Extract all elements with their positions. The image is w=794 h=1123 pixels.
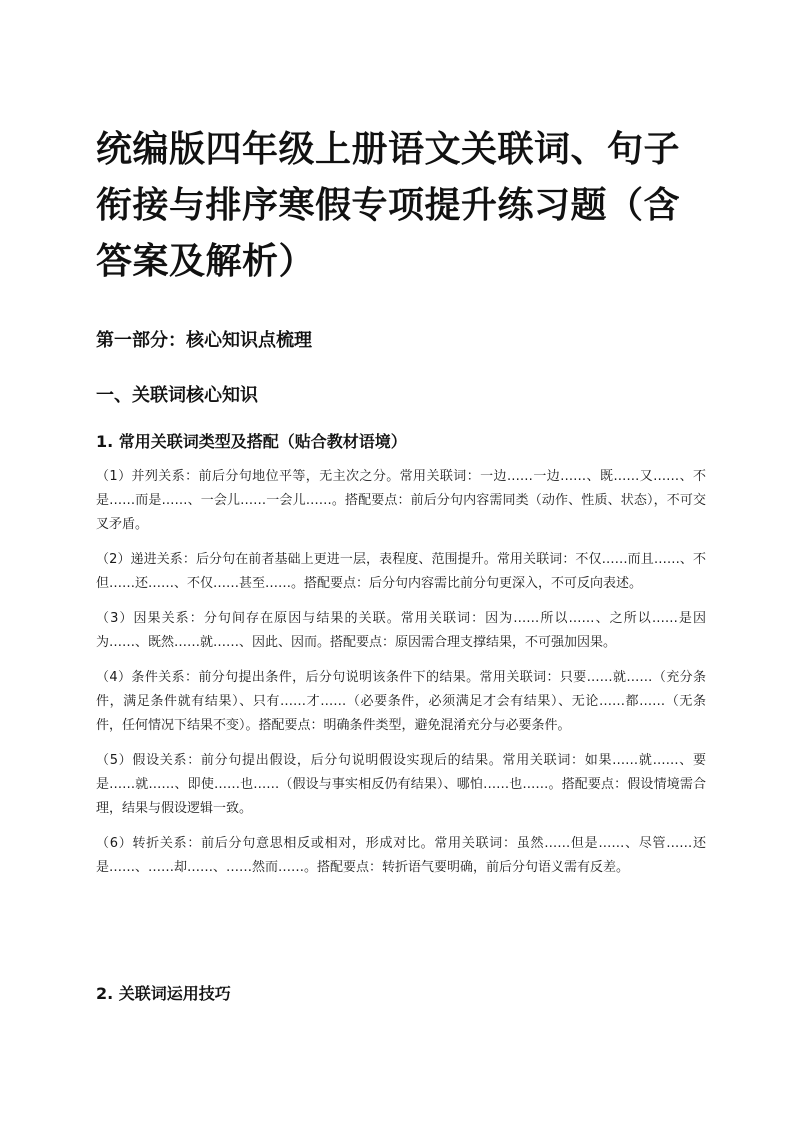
subsection-heading-2: 2. 关联词运用技巧 — [96, 984, 231, 1003]
knowledge-list — [96, 465, 706, 891]
list-item: （4）条件关系：前分句提出条件，后分句说明该条件下的结果。常用关联词：只要……就……（充分条件，满足条件就有结果）、只有……才……（必要条件，必须满足才会有结果）、无论……都……（无条件，任何情况下结果不变）。搭配要点：明确条件类型，避免混淆充分与必要条件。 — [96, 670, 706, 733]
document-title: 统编版四年级上册语文关联词、句子衔接与排序寒假专项提升练习题（含答案及解析） — [96, 129, 681, 282]
list-item: （3）因果关系：分句间存在原因与结果的关联。常用关联词：因为……所以……、之所以……是因为……、既然……就……、因此、因而。搭配要点：原因需合理支撑结果，不可强加因果。 — [96, 611, 706, 650]
subsection-heading-1: 1. 常用关联词类型及搭配（贴合教材语境） — [96, 432, 407, 451]
list-item: （6）转折关系：前后分句意思相反或相对，形成对比。常用关联词：虽然……但是……、尽管……还是……、……却……、……然而……。搭配要点：转折语气要明确，前后分句语义需有反差。 — [96, 836, 706, 875]
list-item: （1）并列关系：前后分句地位平等，无主次之分。常用关联词：一边……一边……、既……又……、不是……而是……、一会儿……一会儿……。搭配要点：前后分句内容需同类（动作、性质、状态），不可交叉矛盾。 — [96, 469, 706, 532]
list-item: （5）假设关系：前分句提出假设，后分句说明假设实现后的结果。常用关联词：如果……就……、要是……就……、即使……也……（假设与事实相反仍有结果）、哪怕……也……。搭配要点：假设情境需合理，结果与假设逻辑一致。 — [96, 753, 706, 816]
part-heading: 第一部分：核心知识点梳理 — [96, 330, 312, 351]
section-heading: 一、关联词核心知识 — [96, 385, 258, 406]
list-item: （2）递进关系：后分句在前者基础上更进一层，表程度、范围提升。常用关联词：不仅……而且……、不但……还……、不仅……甚至……。搭配要点：后分句内容需比前分句更深入，不可反向表述。 — [96, 552, 706, 591]
